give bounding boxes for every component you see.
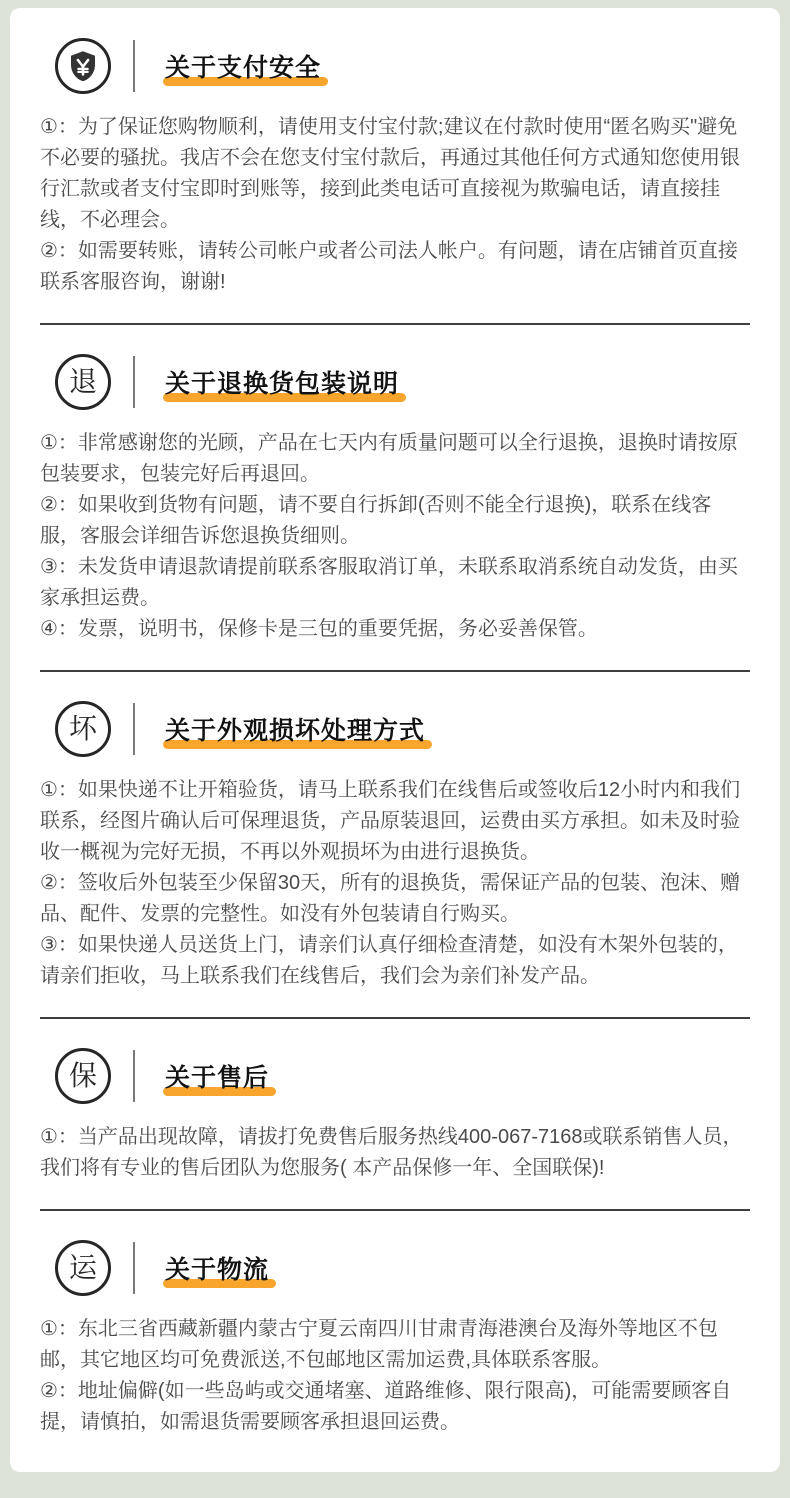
- policy-paragraph: ③：未发货申请退款请提前联系客服取消订单，未联系取消系统自动发货，由买家承担运费。: [40, 556, 738, 609]
- section-title: [165, 364, 399, 400]
- header-divider-line: [133, 40, 135, 92]
- policy-paragraph: ②：签收后外包装至少保留30天，所有的退换货，需保证产品的包装、泡沫、赠品、配件、发票的完整性。如没有外包装请自行购买。: [40, 872, 741, 925]
- section-after-sales: [40, 1048, 750, 1184]
- policy-paragraph: ④：发票，说明书，保修卡是三包的重要凭据，务必妥善保管。: [40, 618, 598, 640]
- section-title: [165, 48, 321, 84]
- page-background: [0, 8, 790, 1472]
- header-divider-line: [133, 1242, 135, 1294]
- section-divider: [40, 1209, 750, 1211]
- policy-paragraph: ②：如果收到货物有问题，请不要自行拆卸(否则不能全行退换)，联系在线客服，客服会详细告诉您退换货细则。: [40, 494, 712, 547]
- section-body: [40, 112, 750, 298]
- section-appearance-damage: [40, 701, 750, 992]
- damage-char-icon: 坏: [55, 701, 111, 757]
- section-title: [165, 711, 425, 747]
- section-header: [40, 1240, 750, 1296]
- policy-paragraph: ②：地址偏僻(如一些岛屿或交通堵塞、道路维修、限行限高)，可能需要顾客自提，请慎拍，如需退货需要顾客承担退回运费。: [40, 1380, 732, 1433]
- policy-paragraph: ①：为了保证您购物顺利，请使用支付宝付款;建议在付款时使用“匿名购买"避免不必要的骚扰。我店不会在您支付宝付款后，再通过其他任何方式通知您使用银行汇款或者支付宝即时到账等，接到此类电话可直接视为欺骗电话，请直接挂线，不必理会。: [40, 116, 740, 231]
- section-header: [40, 38, 750, 94]
- header-divider-line: [133, 356, 135, 408]
- section-divider: [40, 323, 750, 325]
- section-title-text: 关于外观损坏处理方式: [165, 717, 426, 745]
- section-return-packaging: [40, 354, 750, 645]
- return-char-icon: 退: [55, 354, 111, 410]
- policy-paragraph: ②：如需要转账，请转公司帐户或者公司法人帐户。有问题，请在店铺首页直接联系客服咨询，谢谢!: [40, 240, 738, 293]
- policy-paragraph: ③：如果快递人员送货上门，请亲们认真仔细检查清楚，如没有木架外包装的，请亲们拒收，马上联系我们在线售后，我们会为亲们补发产品。: [40, 934, 738, 987]
- section-logistics: [40, 1240, 750, 1438]
- header-divider-line: [133, 703, 135, 755]
- warranty-char-icon: 保: [55, 1048, 111, 1104]
- section-divider: [40, 1017, 750, 1019]
- section-body: [40, 775, 750, 992]
- section-title-text: 关于支付安全: [165, 54, 322, 82]
- section-divider: [40, 670, 750, 672]
- section-payment-security: [40, 38, 750, 298]
- section-title: [165, 1250, 269, 1286]
- section-body: [40, 1122, 750, 1184]
- policy-paragraph: ①：非常感谢您的光顾，产品在七天内有质量问题可以全行退换，退换时请按原包装要求，包装完好后再退回。: [40, 432, 738, 485]
- header-divider-line: [133, 1050, 135, 1102]
- section-body: [40, 1314, 750, 1438]
- section-header: [40, 354, 750, 410]
- policy-content-card: [10, 8, 780, 1472]
- section-header: [40, 701, 750, 757]
- section-title: [165, 1058, 269, 1094]
- section-title-text: 关于售后: [165, 1064, 270, 1092]
- policy-paragraph: ①：当产品出现故障，请拔打免费售后服务热线400-067-7168或联系销售人员，我们将有专业的售后团队为您服务( 本产品保修一年、全国联保)!: [40, 1126, 743, 1179]
- shipping-char-icon: 运: [55, 1240, 111, 1296]
- section-title-text: 关于退换货包装说明: [165, 370, 400, 398]
- policy-paragraph: ①：东北三省西藏新疆内蒙古宁夏云南四川甘肃青海港澳台及海外等地区不包邮，其它地区均可免费派送,不包邮地区需加运费,具体联系客服。: [40, 1318, 718, 1371]
- section-title-text: 关于物流: [165, 1256, 270, 1284]
- policy-paragraph: ①：如果快递不让开箱验货，请马上联系我们在线售后或签收后12小时内和我们联系，经图片确认后可保理退货，产品原装退回，运费由买方承担。如未及时验收一概视为完好无损，不再以外观损坏为由进行退换货。: [40, 779, 741, 863]
- section-body: [40, 428, 750, 645]
- section-header: [40, 1048, 750, 1104]
- shield-yuan-icon: [55, 38, 111, 94]
